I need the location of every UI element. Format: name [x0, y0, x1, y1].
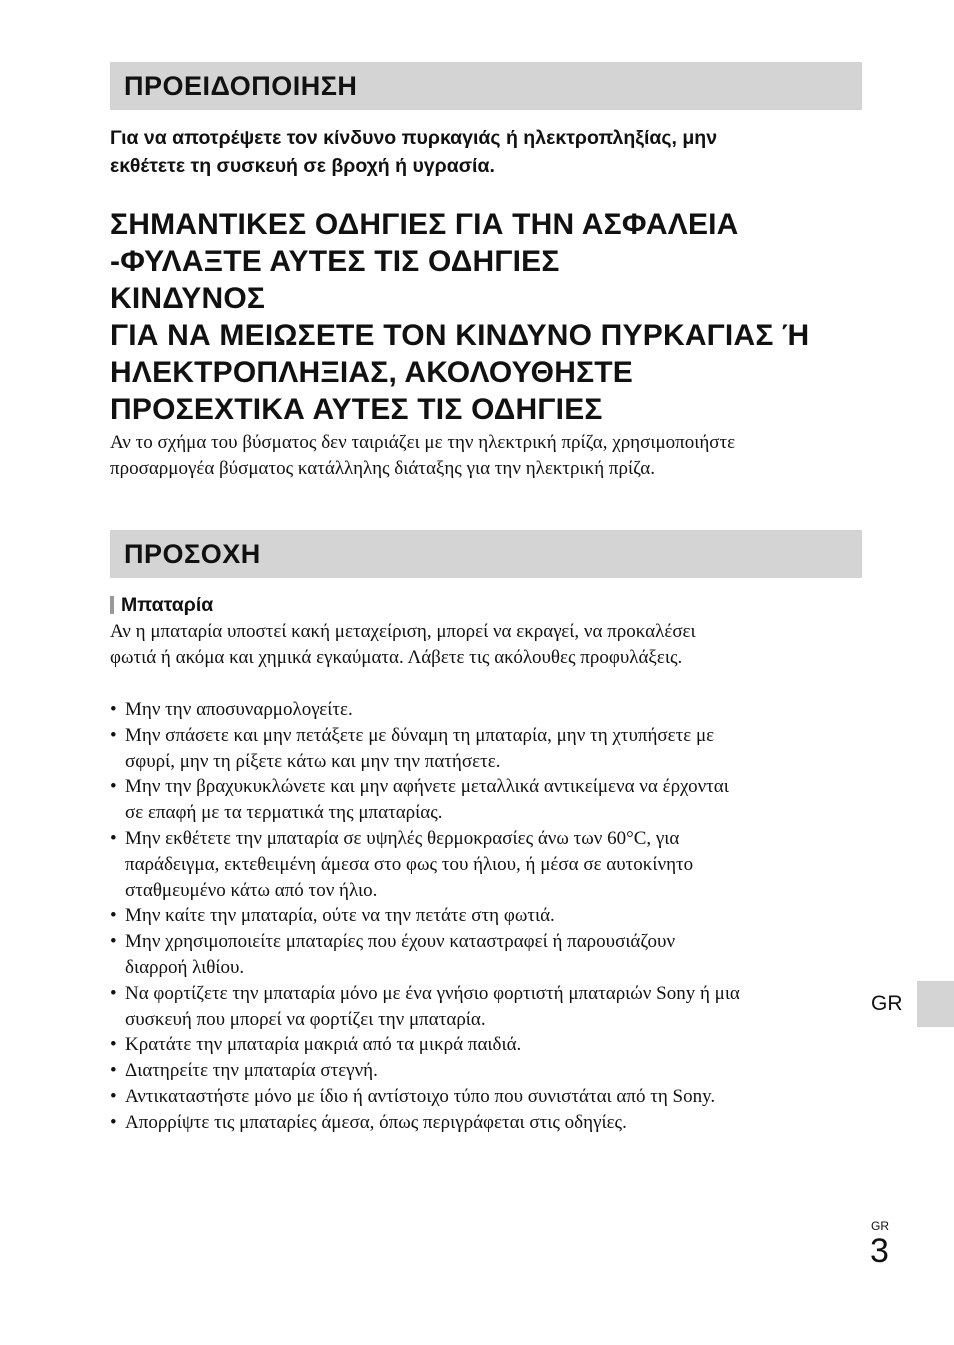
precaution-line: παράδειγμα, εκτεθειμένη άμεσα στο φως του ήλιου, ή μέσα σε αυτοκίνητο	[125, 853, 694, 875]
precaution-item	[110, 723, 870, 775]
precaution-item	[110, 981, 870, 1033]
plug-adapter-text	[110, 430, 870, 482]
safety-heading-line: ΗΛΕΚΤΡΟΠΛΗΞΙΑΣ, ΑΚΟΛΟΥΘΗΣΤΕ	[110, 356, 634, 389]
battery-intro	[110, 619, 870, 671]
precaution-line: Μην σπάσετε και μην πετάξετε με δύναμη τη μπαταρία, μην τη χτυπήσετε με	[125, 724, 715, 746]
intro-line: φωτιά ή ακόμα και χημικά εγκαύματα. Λάβετε τις ακόλουθες προφυλάξεις.	[110, 647, 683, 668]
bullet-dot: •	[110, 699, 117, 720]
safety-heading-line: ΚΙΝΔΥΝΟΣ	[110, 282, 266, 315]
bullet-dot: •	[110, 1060, 117, 1082]
precaution-line: σε επαφή με τα τερματικά της μπαταρίας.	[125, 802, 443, 824]
bullet-dot: •	[110, 827, 117, 849]
page-language-code: GR	[871, 1219, 889, 1233]
plug-text-line: προσαρμογέα βύσματος κατάλληλης διάταξης για την ηλεκτρική πρίζα.	[110, 458, 655, 479]
bullet-dot: •	[110, 1034, 117, 1056]
bullet-dot: •	[110, 776, 117, 798]
warning-banner: ΠΡΟΕΙΔΟΠΟΙΗΣΗ	[110, 62, 862, 110]
precaution-item	[110, 1110, 870, 1136]
safety-heading-line: ΠΡΟΣΕΧΤΙΚΑ ΑΥΤΕΣ ΤΙΣ ΟΔΗΓΙΕΣ	[110, 393, 603, 426]
battery-heading-text: Μπαταρία	[121, 594, 214, 616]
precaution-item	[110, 903, 870, 929]
precaution-line: Να φορτίζετε την μπαταρία μόνο με ένα γνήσιο φορτιστή μπαταριών Sony ή μια	[125, 982, 740, 1004]
precaution-item	[110, 697, 870, 723]
precaution-line: Διατηρείτε την μπαταρία στεγνή.	[125, 1060, 378, 1082]
precaution-line: συσκευή που μπορεί να φορτίζει την μπαταρία.	[125, 1008, 486, 1030]
precaution-line: σφυρί, μην τη ρίξετε κάτω και μην την πατήσετε.	[125, 750, 501, 772]
precaution-item	[110, 826, 870, 903]
precaution-line: Μην εκθέτετε την μπαταρία σε υψηλές θερμοκρασίες άνω των 60°C, για	[125, 827, 680, 849]
warning-text-line: εκθέτετε τη συσκευή σε βροχή ή υγρασία.	[110, 155, 495, 177]
safety-heading-line: ΓΙΑ ΝΑ ΜΕΙΩΣΕΤΕ ΤΟΝ ΚΙΝΔΥΝΟ ΠΥΡΚΑΓΙΑΣ Ή	[110, 319, 810, 352]
precaution-line: Μην την αποσυναρμολογείτε.	[125, 699, 353, 720]
side-language-label: GR	[871, 992, 903, 1015]
precaution-item	[110, 1058, 870, 1084]
precaution-item	[110, 1032, 870, 1058]
plug-text-line: Αν το σχήμα του βύσματος δεν ταιριάζει με την ηλεκτρική πρίζα, χρησιμοποιήστε	[110, 432, 736, 453]
page-number: 3	[870, 1232, 889, 1270]
battery-precautions-list	[110, 697, 870, 1136]
precaution-item	[110, 774, 870, 826]
safety-heading	[110, 206, 890, 428]
precaution-line: Μην την βραχυκυκλώνετε και μην αφήνετε μεταλλικά αντικείμενα να έρχονται	[125, 776, 729, 798]
precaution-item	[110, 929, 870, 981]
precaution-line: Κρατάτε την μπαταρία μακριά από τα μικρά παιδιά.	[125, 1034, 522, 1056]
bullet-dot: •	[110, 905, 117, 927]
precaution-line: Μην καίτε την μπαταρία, ούτε να την πετάτε στη φωτιά.	[125, 905, 555, 927]
warning-text-line: Για να αποτρέψετε τον κίνδυνο πυρκαγιάς ή ηλεκτροπληξίας, μην	[110, 127, 718, 149]
safety-heading-line: -ΦΥΛΑΞΤΕ ΑΥΤΕΣ ΤΙΣ ΟΔΗΓΙΕΣ	[110, 245, 560, 278]
precaution-line: Αντικαταστήστε μόνο με ίδιο ή αντίστοιχο τύπο που συνιστάται από τη Sony.	[125, 1085, 716, 1107]
precaution-line: διαρροή λιθίου.	[125, 956, 245, 978]
safety-heading-line: ΣΗΜΑΝΤΙΚΕΣ ΟΔΗΓΙΕΣ ΓΙΑ ΤΗΝ ΑΣΦΑΛΕΙΑ	[110, 208, 739, 241]
battery-heading	[110, 592, 213, 618]
precaution-line: Απορρίψτε τις μπαταρίες άμεσα, όπως περιγράφεται στις οδηγίες.	[125, 1111, 627, 1133]
precaution-line: σταθμευμένο κάτω από τον ήλιο.	[125, 879, 378, 901]
warning-text	[110, 124, 870, 180]
caution-banner: ΠΡΟΣΟΧΗ	[110, 530, 862, 578]
side-language-tab	[917, 981, 954, 1027]
precaution-item	[110, 1084, 870, 1110]
bullet-dot: •	[110, 982, 117, 1004]
bullet-dot: •	[110, 1111, 117, 1133]
precaution-line: Μην χρησιμοποιείτε μπαταρίες που έχουν καταστραφεί ή παρουσιάζουν	[125, 931, 676, 953]
bullet-dot: •	[110, 724, 117, 746]
intro-line: Αν η μπαταρία υποστεί κακή μεταχείριση, μπορεί να εκραγεί, να προκαλέσει	[110, 621, 696, 642]
bullet-dot: •	[110, 1085, 117, 1107]
heading-bar-marker	[110, 596, 114, 614]
bullet-dot: •	[110, 931, 117, 953]
